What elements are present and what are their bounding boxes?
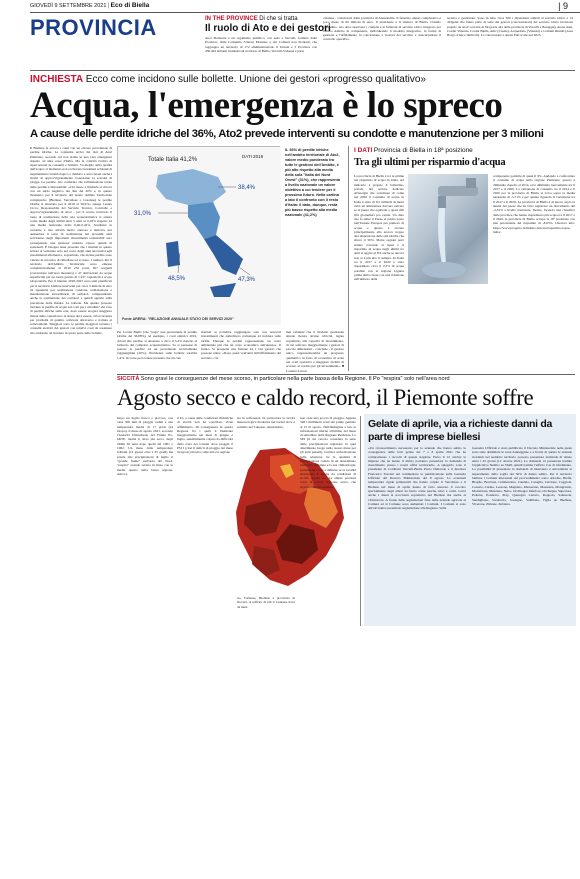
main-body-col3: risultati si potrebbe raggiungere solo con notevoli investimenti che andrebbero comunque ad incidere sulle tariffe. Dunque le perdite rappresentano un costo ambientale più che un costo economico sull'utenza». Il futuro. Si prospetta una fusione tra i vari gestori che possono unire: «Dopo quasi vent'anni dall'affidamento del servizio, con: [201, 330, 281, 360]
label-center: 31,0%: [134, 211, 152, 217]
side-headline: Tra gli ultimi per risparmio d'acqua: [354, 157, 506, 168]
top-col2: casalese - valorizzata dalla provincia di Alessandria. Il fatturato annuo complessivo è poco meno di 60 milioni di euro. Il presidente è il sindaco di Biella, Claudio Corradino. Ato deve assolvere i compiti e le funzioni di servizio idrico integrato per l'intero Ambito di competenza, individuando il modello integrativo, la forma di gestione e l'affidamento in concessione a Gestori del servizio e assicurandone il controllo operativo,: [323, 16, 441, 42]
frost-headline: Gelate di aprile, via a richieste danni da parte di imprese biellesi: [368, 418, 553, 443]
divider: [30, 70, 575, 71]
section-title: PROVINCIA: [30, 15, 157, 40]
label-north: 38,4%: [238, 185, 256, 191]
main-body-col2: Per Cordar Biella (che "paga" una percentuale di perdite idriche del 36,88%), ad esempio, i costi elettrici 2019, dovuti alle perdite, si attestano a circa il 5,4% rispetto al fatturato del comparto acquedottistico. Se si pensasse di portare le perdite ad un percentuale tecnicamente raggiungibile (20%), l'incidenza sulle bollette sarebbe 1,4%. Occorre però tenere presente che un calo: [117, 330, 197, 360]
main-kicker-rest: Ecco come incidono sulle bollette. Unione dei gestori «progresso qualitativo»: [85, 74, 426, 85]
page-number: | 9: [558, 1, 568, 11]
chart-title: Totale Italia 41,2%: [148, 157, 198, 163]
main-body-col1: Il Biellese fa ancora i conti con un elevato percentuale di perdite idriche. La conferma arriva dai dati di Ato2 Piemonte, secondo cui non siamo in una vera emergenza rispetto ad altre zone d'Italia. Ma la criticità rischia di ripercuotersi su consumi e bollette. Va meglio sulla qualità dell'acqua: al momento non si rilevano fenomeni eclatanti di inquinamento batteriologico o chimico e sono buoni anche i livelli di approvvigionamento nonostante la scarsità di piogge. Le perdite. Ato conferma che l'eliminazione totale delle perdite è impossibile: «Chi riesce a limitarle si ritrova con un saldo negativo dei dati del 20% e, in questo momento, per il territorio del nostro Ambito Territoriale complessivo (Biellese, Vercellese e Casalese) le perdite idriche si attestano per il 2019 al 36,9%» spiega Cesare Cicco, Responsabile del Servizio Tecnico, Controllo e Approvvigionamento di Ato2 - per il nostro territorio il tasso di sostituzione della rete acquedottistica si attesta come media degli ultimi anni 5 anni al 0,18% rispetto ad una media nazionale dello 0,40-0,42%. Sostituire le condotte è una attività molto onerosa e delicata, per aumentare il tasso di sostituzione nei prossimi anni serviranno degli importanti investimenti realizzabili solo proseguendo una gestione unitaria capace quindi di sostenerli. È bisogna tener presente che i risultati in questo settore si vedranno solo nel corso degli anni successivi agli investimenti effettuati e, soprattutto, che alcune perdite sono vizzate in un'ottica di rimediare ad eccesso. I numeri. Per il territorio dell'Ambito Territoriale sono emesse complessivamente al 2019 233 posti, 957 sorgenti (concentrate nell'area montana) e 47 derivazioni da acque superficiali per un totale gestito di 1.237 captazioni a scopo idropotabile. Per il triennio 2020-2023 sono stati pianificati per il territorio biellese interventi per circa 3 milioni di euro da spendersi per sostituzione condotte, realizzazione e manutenzione straordinarie di serbatoi, comprendendo anche la sostituzione dei contatori e quindi agendo sulla precisione della misura. Le bollette. Ma quanto possono incidere le perdite di acqua sui costi per i cittadini? «In caso di perdite idriche sulla rete, deve essere erogata maggiore massa dalle captazioni e la stessa deve essere, all'occorrenza per problemi di qualità, sollevata attraverso e trattata ai sollevamenti. Maggiori sono le perdite maggiori saranno i consumi elettrici dei gestori con relativi costi da sostenere che andranno ad incidere in quota parte sulle bollette.: [30, 146, 112, 335]
side-kicker: I DATI: [354, 147, 373, 154]
label-south: 47,3%: [238, 277, 256, 283]
frost-col1: «Un riconoscimento necessario per le aziende che hanno subito le conseguenze delle forti gelate del 7 e 8 aprile 2021 che ha compromesso i raccolti di questa stagione. Entro il 12 ottobre le imprese che ne hanno il diritto potranno presentare la domanda di risarcimento presso i nostri uffici territoriali». A spiegarlo sono il presidente di Coldiretti Vercelli-Biella Paolo Dellarole e il direttore Francesca Toscani nel commentare la pubblicazione sulla Gazzetta Ufficiale del Decreto Ministeriale del 8 agosto. Le eventuali temperature rigide primaverili che hanno colpito il Vercellese e il Biellese nel mese di aprile hanno di fatto azzerato il raccolto specialmente degli alberi da frutto come pesche, kiwi e cachi. Gravi anche i danni ai noccioleti soprattutto nel Biellese ma anche ai vitivinicole. A fronte delle segnalazioni fatte dalle aziende agricole ai Comuni ad al Comune sono aumentati i Comuni. I Comuni si sono attivati hanno presentato segnalazione alla Regione. Sulla: [368, 446, 466, 511]
side-kicker-rest: Provincia di Biella in 18ª posizione: [373, 147, 473, 154]
column-rule: [348, 146, 349, 371]
bottom-col2: il Po, a causa delle condizioni climatiche di siccità non ha conciliato alcun affluimento. Di conseguenza in questa Regione fra i quali il Piemonte maggiormente nei mesi di giugno e luglio, sensibilmente colpito da difficoltà della zona dei torrenti dove pioggia il PSI I (cioè il deficit di pioggia del mese di agosto) mostra come tutta la regione: [177, 416, 233, 455]
bottom-kicker-line: [117, 376, 575, 383]
top-col3: tecnico e gestionale. Sono in tutto circa 300 i dipendenti addetti al servizio idrico e 14 dirigenti che fanno parte di sette dei gestori (concessionari) del servizio idrico incaricati proprio da Ato2: si tratta di Sii (parte alta della provincia di Vercelli e Baraggia), Atena Asm, Cordar Valsesia, Cordar Biella, Amc (Casale), Acquedotto (Valenza) e Comuni Riuniti (Area Borgo d'Ale e limitrofi). La concessione a questi Enti scade nel 2023.: [447, 16, 573, 38]
divider: [117, 374, 575, 375]
side-kicker-line: [354, 147, 574, 155]
top-story: [205, 16, 573, 66]
losses-map-chart: [117, 146, 280, 324]
bottom-col1: Dopo un luglio fresco e piovoso, con oltre 300 mm di pioggia caduti e una temperatura media di 17 gradi (ad Oropa), il mese di agosto 2021, secondo l'Autorità Distrettuale del Fiume Po-MiTE, risulta il terzo più secco degli ultimi 65 anni dopo quelli del 1961 e 1962. Un mese dalle temperature bollenti (12 giorni oltre i 35 gradi) ma grazie alle precipitazioni di luglio il "grande fiume" nell'area del Nord, "respira" avendo seriato in linea con le medie questo nella bassa regione. Altrove: [117, 416, 173, 476]
bottom-kicker-rest: Sono gravi le conseguenze del mese scorso, in particolare nella parte bassa della Regione. Il Po "respira" solo nell'area nord: [140, 376, 450, 382]
main-body-col4: mai evidente che il modello gestionale attuale mostra alcune criticità, legate soprattutto alle capacità di investimento, di cui soffrono maggiormente i gestori di piccole dimensioni - conclude - il gestore unico rappresenterebbe un progresso qualitativo in fatto di economia di scala nei costi operativi e maggiore facilità di accesso al credito per gli investimenti». ■ Lorenzo Lucon: [286, 330, 344, 373]
date-line: GIOVEDÌ 9 SETTEMBRE 2021: [30, 3, 107, 9]
main-subhead: A cause delle perdite idriche del 36%, Ato2 prevede interventi su condotte e manutenzione per 3 milioni: [30, 128, 544, 140]
top-kicker: IN THE PROVINCE: [205, 16, 258, 22]
chart-date: DATI 2019: [242, 154, 264, 159]
bottom-col3: sia in sofferenza. In particolare la siccità meteorologica moderata nei bacini dove è estremo nel Cuneese, Alessandria,: [237, 416, 295, 429]
top-col1: Ato2 Piemonte è un organismo pubblico, con sede a Vercelli, formato dalle Province, dalle Comunità /Unioni Montane e dai Comuni non montani, che raggruppa un territorio di 172 amministrazioni, 6 Unioni e 5 Province con 430.463 abitanti residenti sul territorio di Biella, Vercelli-Valsesia e parte: [205, 36, 317, 53]
faucet-icon: [408, 174, 488, 284]
italy-map: [118, 147, 281, 325]
side-body-col1: La provincia di Biella è tra le ultime nel risparmio di acqua in Italia. Ad indicarlo è proprio il bollettino, portale del settore dedicato all'energia che sottolinea di come nel 2020 il consumo di acqua in Italia è stato di 9,5 miliardi di metri cubi, un ammontare davvero elevato se si pensa che equivale a quasi 450 litri giornalieri pro capite. Un dato che fa salire il Paese al primo posto nell'Unione Europea per prelievo di acqua e questo è dovuto principalmente alla ancora troppo alta dispersione delle reti idriche che sfiora il 50%. Molte regioni però stanno correndo ai ripari e il risparmio di acqua negli ultimi tre anni si aggira al 9% anche se ancora non si è più alto il sempre. In Italia tra il 2017 e il 2020 è stato risparmiato circa il 2,3% di acqua potabile con la regione Liguria prima della classe con una riduzione nell'utilizzo della: [354, 174, 404, 282]
masthead-bar: GIOVEDÌ 9 SETTEMBRE 2021 | Eco di Biella: [30, 0, 580, 13]
main-headline: Acqua, l'emergenza è lo spreco: [30, 85, 503, 126]
top-title: Il ruolo di Ato e dei gestori: [205, 23, 331, 34]
label-islands: 48,5%: [168, 276, 186, 282]
bottom-col4: non cade una goccia di pioggia. Appena 328 i millimetri scesi dal primo gennaio al 15 di agosto. Nell'immagine a lato le informazioni riferite all'ultimo del mese di settembre della Regione Piemonte. Lo SPI (il cui calcolo considera la serie delle precipitazioni registrate in quel determinato luogo nello stesso mese per gli anni passati), fornisce un'indicazione sulla relazione tra la quantità di precipitazione caduta in un determinato intervallo di tempo e la sua climatologia, permettendo così a definire se la località monitorata è affetta da condizioni di siccità oppure no. Le ampie porzioni rosse di colore marrone scuro, che significa siccità estrema.: [300, 416, 356, 489]
paper-name: Eco di Biella: [110, 2, 150, 9]
bottom-headline: Agosto secco e caldo record, il Piemonte soffre: [117, 385, 534, 410]
bottom-col3b: no, Torinese, Biellese e provincia di Novara. A soffrire di più il Cuneese dove da mesi: [237, 596, 295, 609]
side-body-col2: componente potabile di quasi il 9%. Andando a confrontare il consumo di acqua nella regione Piemonte, questo è diminuito rispetto al 2014, ed è diminuito nuovamente tra il 2017 e il 2020. La variazione di consumo tra il 2014 e il 2020 per la provincia di Biella si trova sopra la media nazionale di -5,71% e per quanto riguarda la variazione tra il 2017 e il 2020. La provincia di Biella è di nuovo sopra la media del paese che ha fatto registrare un decremento del -2,32% a livello nazionale. Inoltre, facendo una classifica delle province che hanno risparmiato più acqua tra il 2017 e il 2020, la provincia di Biella occupa la 18ª posizione con una percentuale del risparmio di -8,63%. Ulteriori info: https://www.progetto-bollettino.it/news/risparmio-acqua-italia/.: [493, 174, 575, 234]
main-kicker: INCHIESTA: [30, 74, 84, 85]
water-faucet-photo: [408, 174, 488, 284]
frost-col2: Gazzetta Ufficiale è stato pubblicato il Decreto Ministeriale nella quale sono state delimitate le zone danneggiate e a fronte di questo le aziende ricadenti nel suddetto territorio possono presentare domanda di danno entro i 45 giorni (12 ottobre 2021). La domanda va presentata tramite l'applicativo Nembo su SIAP, quindi tramite l'ufficio Caa di riferimento. La possibilità di presentare la domanda di intervento è subordinata al superamento della soglia del 30% di danno subito. Per il territorio biellese i Comuni interessati dal provvedimento sono: Ailoche, Biella, Bioglio, Borriana, Camburzano, Candelo, Caraglia, Cerrione, Coggiola, Cossato, Curino, Lessona, Magnano, Masserano, Massazza, Mongrando, Mottalciata, Muzzano, Netro, Occhieppo Inferiore, Occhieppo Superiore, Pollone, Pondetro, Pray, Quaregna Cerreto, Roppolo, Salussola, Sandigliano, Sordevolo, Sostegno, Valdilana, Viglia no Biellese, Viverone, Zimone, Zubiena.: [472, 446, 572, 506]
map-region-sardinia: [166, 241, 180, 267]
top-kicker-rest: Di che si tratta: [259, 16, 298, 22]
bottom-kicker: SICCITÀ: [117, 376, 140, 382]
chart-source: Fonte ARERA: "RELAZIONE ANNUALE STATO DEI SERVIZI 2020": [122, 317, 234, 321]
chart-caption: IL 36% di perdite idriche nell'ambito territoriale di Ato2, valore medio ponderato tra tutte le gestioni dell'Ambito, è più alto rispetto alla media della sola "Italia del Nord Ovest" (31%), che rappresenta a livello nazionale un valore obiettivo a cui tendere per il prossimo futuro. Nella cartina a lato il confronto con il resto d'Italia: il dato, dunque, resta più basso rispetto alla media nazionale (41,2%): [285, 148, 340, 217]
column-rule: [360, 416, 361, 626]
